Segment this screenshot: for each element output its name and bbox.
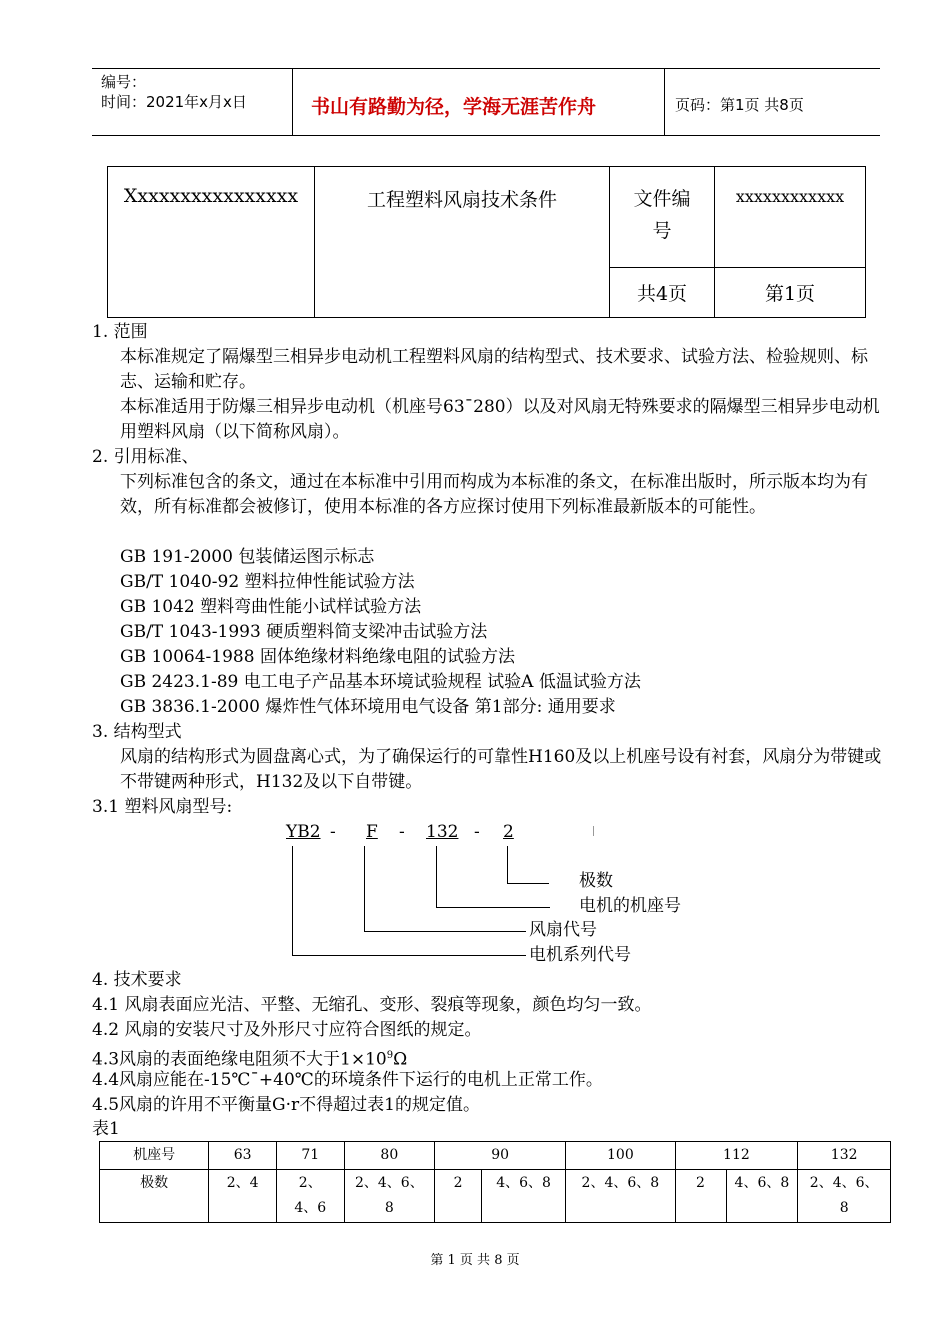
file-no-value-cell bbox=[715, 167, 866, 268]
file-no-label-1: 文件编 bbox=[633, 188, 691, 210]
company-cell bbox=[108, 167, 315, 318]
leader-line bbox=[292, 955, 526, 956]
requirement-text: 4.3风扇的表面绝缘电阻须不大于1×10 bbox=[92, 1049, 387, 1070]
standard-item: GB 191-2000 包装储运图示标志 bbox=[120, 547, 375, 567]
requirement-exponent: 9 bbox=[386, 1050, 394, 1061]
file-no-label-2: 号 bbox=[652, 220, 672, 242]
page-footer: 第 1 页 共 8 页 bbox=[430, 1253, 520, 1268]
title-cell bbox=[315, 167, 610, 318]
section-3-title: 3. 结构型式 bbox=[92, 722, 182, 742]
section-2-title: 2. 引用标准、 bbox=[92, 447, 199, 467]
header-bottom-rule bbox=[92, 135, 880, 136]
table-cell: 112 bbox=[675, 1142, 798, 1170]
model-dash: - bbox=[474, 822, 480, 842]
page-number: 第1页 bbox=[764, 283, 816, 305]
model-label-poles: 极数 bbox=[579, 871, 613, 891]
model-dash: - bbox=[399, 822, 405, 842]
leader-line bbox=[292, 846, 293, 956]
section-1-para-2: 本标准适用于防爆三相异步电动机（机座号63¯280）以及对风扇无特殊要求的隔爆型三相异步电动机用塑料风扇（以下简称风扇）。 bbox=[120, 397, 880, 442]
table-1-caption: 表1 bbox=[92, 1119, 120, 1139]
table-cell: 63 bbox=[209, 1142, 277, 1170]
total-pages: 共4页 bbox=[636, 283, 688, 305]
document-title: 工程塑料风扇技术条件 bbox=[366, 189, 557, 211]
header-time-label: 时间：2021年x月x日 bbox=[101, 93, 247, 111]
section-1-title: 1. 范围 bbox=[92, 322, 148, 342]
table-1 bbox=[99, 1141, 891, 1223]
table-row bbox=[100, 1142, 891, 1170]
leader-line bbox=[507, 883, 549, 884]
leader-line bbox=[364, 931, 526, 932]
file-no-value: xxxxxxxxxxxx bbox=[735, 187, 845, 206]
model-part-frame: 132 bbox=[426, 822, 459, 842]
model-part-poles: 2 bbox=[503, 822, 514, 842]
total-pages-cell bbox=[610, 268, 715, 318]
requirement-item: 4.4风扇应能在-15℃¯+40℃的环境条件下运行的电机上正常工作。 bbox=[92, 1070, 603, 1090]
header-number-label: 编号： bbox=[101, 73, 147, 91]
standard-item: GB 10064-1988 固体绝缘材料绝缘电阻的试验方法 bbox=[120, 647, 515, 667]
model-label-fan: 风扇代号 bbox=[529, 920, 597, 940]
table-cell: 90 bbox=[435, 1142, 566, 1170]
table-cell: 2、4、6、8 bbox=[566, 1170, 675, 1223]
header-motto: 书山有路勤为径，学海无涯苦作舟 bbox=[311, 96, 597, 118]
table-cell: 4、6、8 bbox=[481, 1170, 565, 1223]
leader-line bbox=[436, 907, 550, 908]
table-cell: 2、4 bbox=[209, 1170, 277, 1223]
table-cell: 极数 bbox=[100, 1170, 209, 1223]
table-cell: 71 bbox=[276, 1142, 344, 1170]
section-2-para-1: 下列标准包含的条文，通过在本标准中引用而构成为本标准的条文，在标准出版时，所示版本均为有效，所有标准都会被修订，使用本标准的各方应探讨使用下列标准最新版本的可能性。 bbox=[120, 472, 868, 517]
section-3-para-1: 风扇的结构形式为圆盘离心式，为了确保运行的可靠性H160及以上机座号设有衬套，风扇分为带键或不带键两种形式，H132及以下自带键。 bbox=[120, 747, 882, 792]
cursor-mark bbox=[593, 826, 594, 836]
requirement-unit: Ω bbox=[393, 1049, 408, 1070]
requirement-item: 4.5风扇的许用不平衡量G·r不得超过表1的规定值。 bbox=[92, 1095, 480, 1115]
header-divider-left bbox=[292, 68, 293, 135]
table-cell: 2、4、6、8 bbox=[798, 1170, 891, 1223]
table-cell: 100 bbox=[566, 1142, 675, 1170]
header-top-rule bbox=[92, 68, 880, 69]
header-divider-right bbox=[664, 68, 665, 135]
section-1-para-1: 本标准规定了隔爆型三相异步电动机工程塑料风扇的结构型式、技术要求、试验方法、检验规则、标志、运输和贮存。 bbox=[120, 347, 868, 392]
standard-item: GB 1042 塑料弯曲性能小试样试验方法 bbox=[120, 597, 422, 617]
model-part-fan: F bbox=[366, 822, 378, 842]
section-3-1-title: 3.1 塑料风扇型号: bbox=[92, 797, 233, 817]
leader-line bbox=[364, 846, 365, 932]
leader-line bbox=[507, 846, 508, 884]
standard-item: GB/T 1040-92 塑料拉伸性能试验方法 bbox=[120, 572, 415, 592]
requirement-item: 4.2 风扇的安装尺寸及外形尺寸应符合图纸的规定。 bbox=[92, 1020, 482, 1040]
standard-item: GB/T 1043-1993 硬质塑料简支梁冲击试验方法 bbox=[120, 622, 488, 642]
section-4-title: 4. 技术要求 bbox=[92, 970, 182, 990]
standard-item: GB 2423.1-89 电工电子产品基本环境试验规程 试验A 低温试验方法 bbox=[120, 672, 641, 692]
model-part-series: YB2 bbox=[286, 822, 321, 842]
table-cell: 2、4、6 bbox=[276, 1170, 344, 1223]
table-cell: 机座号 bbox=[100, 1142, 209, 1170]
leader-line bbox=[436, 846, 437, 908]
table-cell: 4、6、8 bbox=[726, 1170, 798, 1223]
requirement-item: 4.1 风扇表面应光洁、平整、无缩孔、变形、裂痕等现象，颜色均匀一致。 bbox=[92, 995, 652, 1015]
model-dash: - bbox=[330, 822, 336, 842]
table-cell: 132 bbox=[798, 1142, 891, 1170]
table-cell: 2 bbox=[435, 1170, 482, 1223]
model-label-series: 电机系列代号 bbox=[529, 945, 631, 965]
table-cell: 80 bbox=[344, 1142, 435, 1170]
page-number-cell bbox=[715, 268, 866, 318]
table-row bbox=[100, 1170, 891, 1223]
model-label-frame: 电机的机座号 bbox=[579, 896, 681, 916]
table-cell: 2、4、6、8 bbox=[344, 1170, 435, 1223]
document-info-table bbox=[107, 166, 866, 318]
standard-item: GB 3836.1-2000 爆炸性气体环境用电气设备 第1部分: 通用要求 bbox=[120, 697, 616, 717]
file-no-label-cell bbox=[610, 167, 715, 268]
header-page-label: 页码：第1页 共8页 bbox=[675, 96, 804, 114]
table-cell: 2 bbox=[675, 1170, 726, 1223]
company-name: Xxxxxxxxxxxxxxxx bbox=[123, 185, 299, 207]
